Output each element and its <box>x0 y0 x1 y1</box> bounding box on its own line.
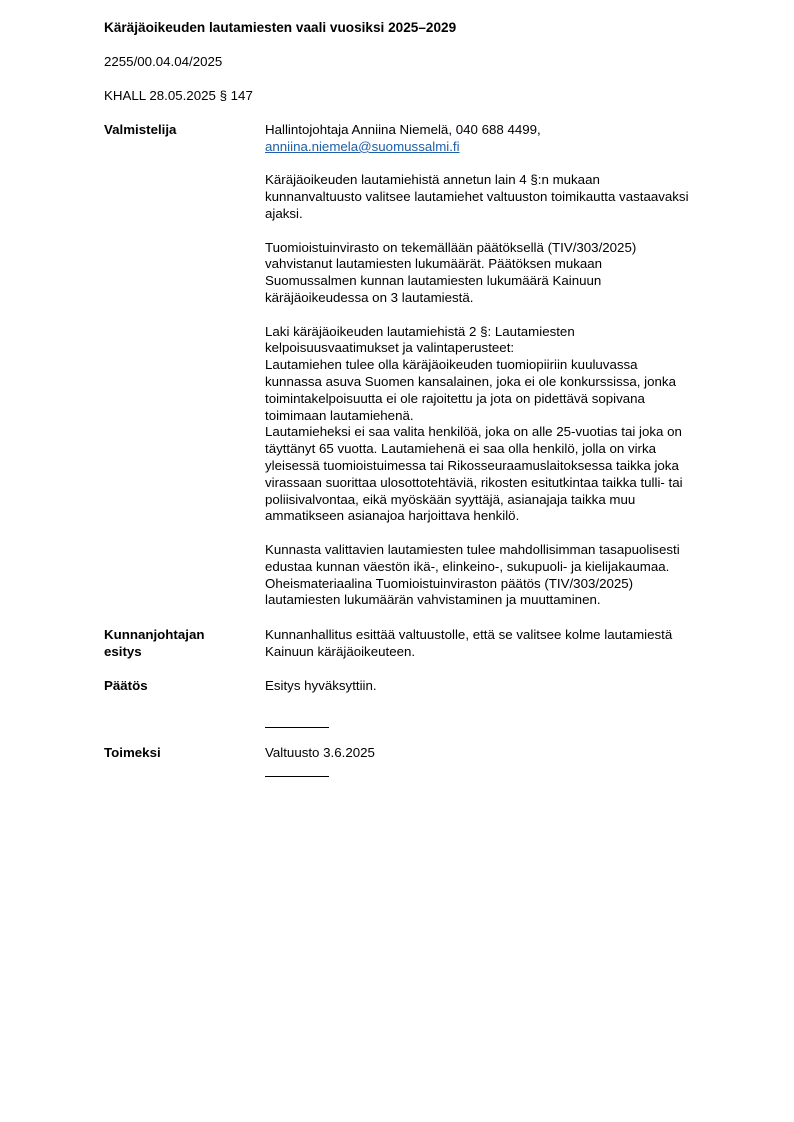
text-line: Tuomioistuinvirasto on tekemällään päätöksellä (TIV/303/2025) <box>265 239 637 255</box>
preparer-email-link[interactable]: anniina.niemela@suomussalmi.fi <box>265 138 460 154</box>
text-line: toimintakelpoisuutta ei ole rajoitettu ja jota on pidettävä sopivana <box>265 390 645 406</box>
toimeksi-content: Valtuusto 3.6.2025 <box>265 745 375 760</box>
text-line: Kainuun käräjäoikeuteen. <box>265 643 416 659</box>
text-line: Laki käräjäoikeuden lautamiehistä 2 §: Lautamiesten <box>265 323 575 339</box>
text-line: kunnanvaltuusto valitsee lautamiehet valtuuston toimikautta vastaavaksi <box>265 189 689 205</box>
text-line: Suomussalmen kunnan lautamiesten lukumäärä Kainuun <box>265 273 602 289</box>
text-line: täyttänyt 65 vuotta. Lautamiehenä ei saa olla henkilö, jolla on virka <box>265 441 657 457</box>
preparer-line: Hallintojohtaja Anniina Niemelä, 040 688 4499, <box>265 122 541 137</box>
text-line: käräjäoikeudessa on 3 lautamiestä. <box>265 289 474 305</box>
text-line: Lautamiehen tulee olla käräjäoikeuden tuomiopiiriin kuuluvassa <box>265 357 638 373</box>
text-line: poliisivalvontaa, eikä myöskään syyttäjä, asianajaja taikka muu <box>265 491 636 507</box>
section-divider <box>265 727 329 728</box>
text-line: ajaksi. <box>265 205 303 221</box>
text-line: Käräjäoikeuden lautamiehistä annetun lain 4 §:n mukaan <box>265 172 600 188</box>
text-line: virassaan suorittaa ulosottotehtäviä, rikosten esitutkintaa taikka tulli- tai <box>265 474 683 490</box>
text-line: kunnassa asuva Suomen kansalainen, joka ei ole konkurssissa, jonka <box>265 373 676 389</box>
text-line: lautamiesten lukumäärän vahvistaminen ja muuttaminen. <box>265 592 601 608</box>
text-line: Kunnanhallitus esittää valtuustolle, että se valitsee kolme lautamiestä <box>265 627 673 642</box>
toimeksi-label: Toimeksi <box>104 745 161 760</box>
kunnanjohtajan-esitys-label <box>104 627 254 661</box>
paragraph-law-4 <box>265 172 740 222</box>
paatos-label: Päätös <box>104 678 148 693</box>
paragraph-eligibility <box>265 324 740 526</box>
meeting-reference: KHALL 28.05.2025 § 147 <box>104 88 253 103</box>
paragraph-decision-tiv <box>265 240 740 307</box>
text-line: ammatikseen asianajoa harjoittava henkilö. <box>265 508 520 524</box>
text-line: vahvistanut lautamiesten lukumäärät. Päätöksen mukaan <box>265 256 603 272</box>
text-line: Lautamieheksi ei saa valita henkilöä, joka on alle 25-vuotias tai joka on <box>265 424 682 440</box>
label-line: esitys <box>104 643 142 659</box>
text-line: toimimaan lautamiehenä. <box>265 407 414 423</box>
valmistelija-label: Valmistelija <box>104 122 177 137</box>
text-line: Oheismateriaalina Tuomioistuinviraston päätös (TIV/303/2025) <box>265 575 634 591</box>
text-line: kelpoisuusvaatimukset ja valintaperusteet: <box>265 340 515 356</box>
document-title: Käräjäoikeuden lautamiesten vaali vuosiksi 2025–2029 <box>104 20 457 35</box>
diary-number: 2255/00.04.04/2025 <box>104 54 223 69</box>
kunnanjohtajan-esitys-content <box>265 627 740 661</box>
valmistelija-content <box>265 122 740 609</box>
label-line: Kunnanjohtajan <box>104 627 205 642</box>
paatos-content: Esitys hyväksyttiin. <box>265 678 377 693</box>
text-line: yleisessä tuomioistuimessa tai Rikosseuraamuslaitoksessa taikka joka <box>265 457 679 473</box>
text-line: edustaa kunnan väestön ikä-, elinkeino-, sukupuoli- ja kielijakaumaa. <box>265 558 670 574</box>
text-line: Kunnasta valittavien lautamiesten tulee mahdollisimman tasapuolisesti <box>265 541 680 557</box>
section-divider <box>265 776 329 777</box>
paragraph-representation <box>265 542 740 609</box>
